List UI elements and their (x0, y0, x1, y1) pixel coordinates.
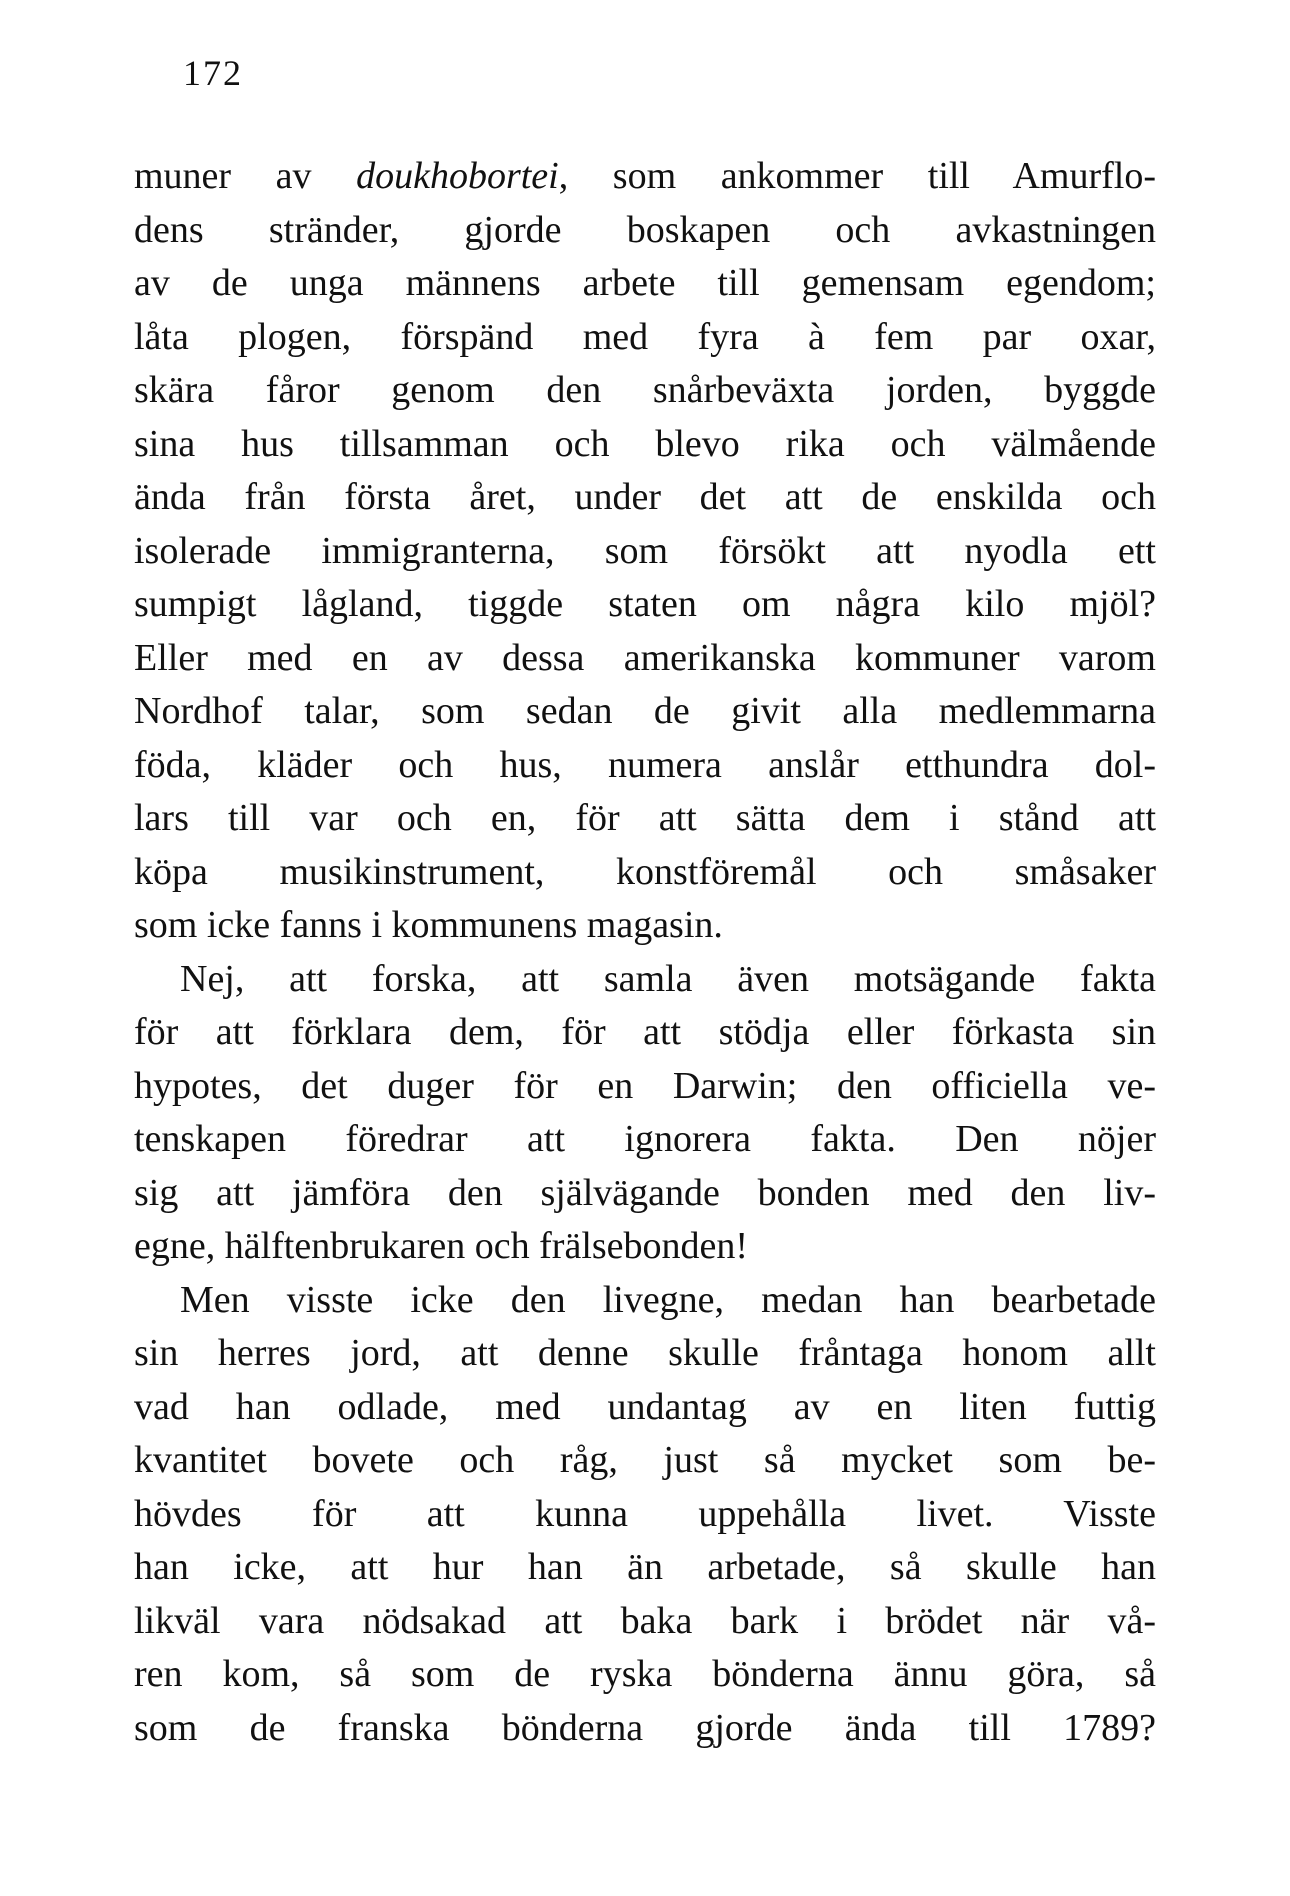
text-line: isolerade immigranterna, som försökt att nyodla ett (134, 529, 1156, 572)
text-line: lars till var och en, för att sätta dem i stånd att (134, 797, 1156, 839)
text-line: ren kom, så som de ryska bönderna ännu göra, så (134, 1653, 1156, 1695)
text-line: han icke, att hur han än arbetade, så skulle han (134, 1546, 1156, 1588)
text-line: hypotes, det duger för en Darwin; den officiella ve- (134, 1064, 1156, 1107)
text-line: Nordhof talar, som sedan de givit alla medlemmarna (134, 690, 1156, 732)
text-line: låta plogen, förspänd med fyra à fem par oxar, (134, 315, 1156, 358)
text-line: Nej, att forska, att samla även motsägande fakta (180, 957, 1156, 1000)
text-line: likväl vara nödsakad att baka bark i brödet när vå- (134, 1599, 1156, 1642)
body-text (134, 150, 1156, 1755)
text-line: muner av doukhobortei, som ankommer till Amurflo- (134, 155, 1156, 197)
text-line: sig att jämföra den självägande bonden med den liv- (134, 1171, 1156, 1214)
text-line: kvantitet bovete och råg, just så mycket som be- (134, 1439, 1156, 1481)
text-line: som icke fanns i kommunens magasin. (134, 904, 723, 946)
text-line: vad han odlade, med undantag av en liten futtig (134, 1385, 1156, 1428)
text-line: egne, hälftenbrukaren och frälsebonden! (134, 1225, 749, 1267)
page-number: 172 (183, 53, 243, 93)
text-line: skära fåror genom den snårbeväxta jorden, byggde (134, 369, 1156, 411)
text-line: Eller med en av dessa amerikanska kommuner varom (134, 636, 1156, 679)
text-line: dens stränder, gjorde boskapen och avkastningen (134, 208, 1156, 251)
text-line: sumpigt lågland, tiggde staten om några kilo mjöl? (134, 583, 1156, 625)
text-line: för att förklara dem, för att stödja eller förkasta sin (134, 1011, 1156, 1053)
text-line: hövdes för att kunna uppehålla livet. Visste (134, 1492, 1156, 1535)
text-line: föda, kläder och hus, numera anslår etthundra dol- (134, 743, 1156, 786)
text-line: tenskapen föredrar att ignorera fakta. Den nöjer (134, 1118, 1156, 1160)
text-line: köpa musikinstrument, konstföremål och småsaker (134, 850, 1156, 893)
text-line: som de franska bönderna gjorde ända till 1789? (134, 1706, 1156, 1749)
text-line: av de unga männens arbete till gemensam egendom; (134, 262, 1156, 304)
text-line: sina hus tillsamman och blevo rika och välmående (134, 422, 1156, 465)
text-line: Men visste icke den livegne, medan han bearbetade (180, 1278, 1156, 1321)
text-line: sin herres jord, att denne skulle fråntaga honom allt (134, 1332, 1156, 1374)
text-line: ända från första året, under det att de enskilda och (134, 476, 1156, 518)
